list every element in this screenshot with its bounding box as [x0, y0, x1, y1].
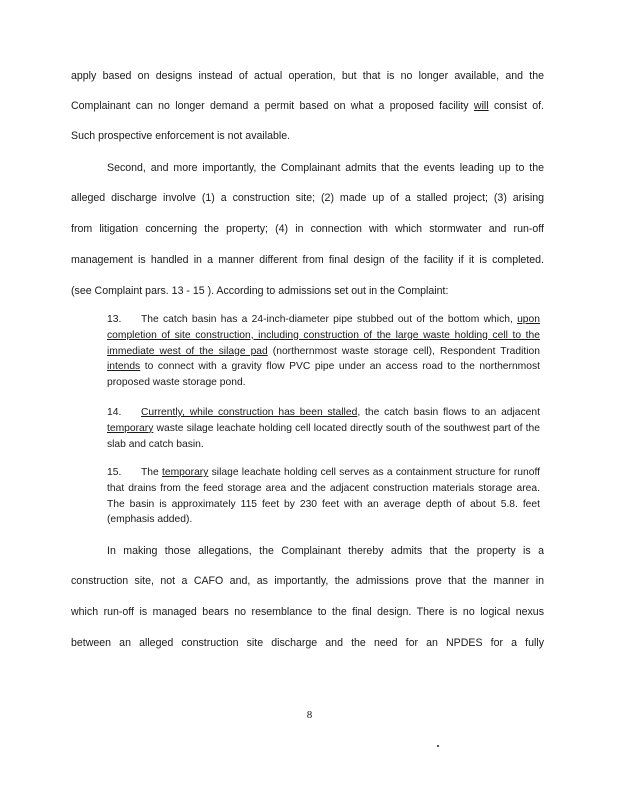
quote-13-text-2: (northernmost waste storage cell), Respondent Tradition — [267, 345, 540, 357]
para3-line4: between an alleged construction site discharge and the need for an NPDES for a fully — [71, 637, 544, 649]
quote-14-text-1: , the catch basin flows to an adjacent — [357, 407, 540, 418]
para1-line2 — [71, 99, 544, 113]
quote-14-underline-temporary: temporary — [107, 422, 154, 434]
para1-underline-will: will — [473, 100, 489, 112]
quote-13-text-1: The catch basin has a 24-inch-diameter pipe stubbed out of the bottom which, — [141, 314, 518, 325]
quote-13-number: 13. — [107, 314, 122, 325]
para2-line2: alleged discharge involve (1) a construction site; (2) made up of a stalled project; (3) arising — [71, 192, 544, 204]
para2-line4: management is handled in a manner different from final design of the facility if it is completed. — [71, 254, 544, 266]
para3-line2: construction site, not a CAFO and, as importantly, the admissions prove that the manner in — [71, 575, 544, 587]
quote-14-text-2: waste silage leachate holding cell located directly south of the southwest part of the slab and catch basin. — [107, 422, 540, 450]
para3-line1: In making those allegations, the Complainant thereby admits that the property is a — [107, 545, 544, 557]
para1-line1: apply based on designs instead of actual operation, but that is no longer available, and the — [71, 70, 544, 82]
para2-line1: Second, and more importantly, the Complainant admits that the events leading up to the — [107, 162, 544, 174]
para1-line3: Such prospective enforcement is not available. — [71, 130, 291, 142]
para3-line3: which run-off is managed bears no resemblance to the final design. There is no logical nexus — [71, 606, 544, 618]
para1-line2-a: Complainant can no longer demand a permit based on what a proposed facility — [71, 100, 474, 112]
quote-13-underline-intends: intends — [107, 361, 141, 373]
quote-15-underline-temporary: temporary — [162, 467, 209, 478]
quote-14-underline-1: Currently, while construction has been stalled — [141, 407, 358, 418]
para2-line3: from litigation concerning the property; (4) in connection with which stormwater and run-off — [71, 223, 544, 235]
quote-15-number: 15. — [107, 467, 122, 478]
scan-speck — [437, 745, 439, 747]
quote-13-text-3: to connect with a gravity flow PVC pipe under an access road to the northernmost proposed waste storage pond. — [107, 361, 540, 389]
quote-15-text-2: silage leachate holding cell serves as a containment structure for runoff that drains from the feed storage area and the adjacent construction materials storage area. The basin is approximately 115 feet by 230 feet with an average depth of about 5.8. feet (emphasis added). — [107, 467, 541, 526]
quote-13-underline-1: upon completion of site construction, including construction of the large waste holding cell to the immediate west of the silage pad — [107, 314, 540, 357]
para1-line2-b: consist of. — [488, 100, 545, 112]
quote-paragraph-13 — [107, 312, 540, 391]
quote-paragraph-14 — [107, 405, 540, 452]
quote-paragraph-15 — [107, 465, 540, 528]
quote-14-number: 14. — [107, 407, 122, 418]
quote-15-text-1: The — [141, 467, 163, 478]
para2-line5: (see Complaint pars. 13 - 15 ). According to admissions set out in the Complaint: — [71, 285, 449, 297]
page-number: 8 — [306, 709, 313, 721]
